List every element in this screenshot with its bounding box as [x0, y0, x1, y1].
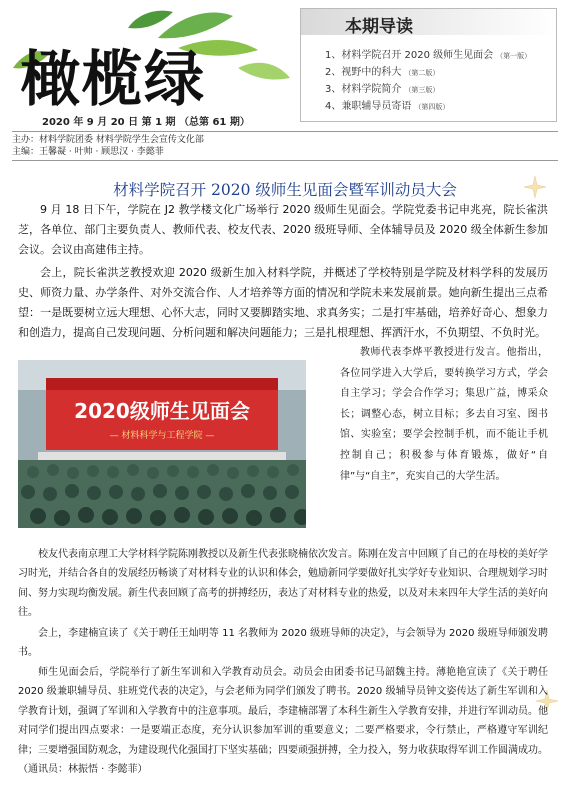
event-photo: [18, 360, 306, 528]
toc-item[interactable]: 2、视野中的科大 （第二版）: [325, 67, 440, 78]
toc-header: [301, 9, 556, 35]
masthead: [0, 0, 570, 128]
issue-date: 2020 年 9 月 20 日 第 1 期 （总第 61 期）: [42, 117, 250, 128]
toc-title: 本期导读: [345, 17, 413, 37]
toc-item[interactable]: 3、材料学院简介 （第三版）: [325, 84, 440, 95]
table-of-contents: [300, 8, 557, 122]
toc-list: [325, 47, 531, 115]
logo-text: 橄榄绿: [20, 45, 206, 115]
teacher-speech-paragraph: 教师代表李烨平教授进行发言。他指出，各位同学进入大学后，要转换学习方式，学会自主学习；学会合作学习；集思广益，博采众长；调整心态，树立目标；多去自习室、图书馆、实验室；要学会控制手机，而不能让手机控制自己；积极参与体育锻炼，做好“自律”与“自主”，充实自己的大学生活。: [340, 347, 548, 482]
banner-title: 2020级师生见面会: [74, 399, 250, 423]
banner-subtitle: — 材料科学与工程学院 —: [109, 431, 215, 441]
article-paragraph: 师生见面会后，学院举行了新生军训和入学教育动员会。动员会由团委书记马韶魏主持。薄艳艳宣读了《关于聘任 2020 级兼职辅导员、驻班党代表的决定》，与会老师为同学们颁发了聘书。2020 级辅导员钟文姿传达了新生军训和入学教育计划，强调了军训和入学教育中的注意事项。最后，李建楠部署了本科生新生入学教育安排，并进行军训动员。他对同学们提出四点要求：一是要端正态度，充分认识参加军训的重要意义；二要严格要求，令行禁止，严格遵守军训纪律；三要增强国防观念，为建设现代化强国打下坚实基础；四要顽强拼搏，全力投入，努力收获取得军训工作圆满成功。（通讯员：林振悟 · 李懿菲）: [18, 667, 548, 776]
article-headline: 材料学院召开 2020 级师生见面会暨军训动员大会: [113, 181, 457, 199]
sponsor-line: 主办：材料学院团委 材料学院学生会宣传文化部: [12, 135, 204, 145]
article-paragraph: 会上，李建楠宣读了《关于聘任王灿明等 11 名教师为 2020 级班导师的决定》，与会领导为 2020 级班导师颁发聘书。: [18, 628, 548, 659]
toc-item[interactable]: 1、材料学院召开 2020 级师生见面会 （第一版）: [325, 50, 532, 61]
issue-info: [12, 117, 558, 163]
article-paragraph: 9 月 18 日下午，学院在 J2 教学楼文化广场举行 2020 级师生见面会。学院党委书记申兆亮，院长雀洪芝，各单位、部门主要负责人、教师代表、校友代表、2020 级班导师、全体辅导员及 2020 级全体新生参加会议。会议由高建伟主持。: [18, 203, 548, 256]
divider: [12, 131, 558, 132]
toc-item[interactable]: 4、兼职辅导员寄语 （第四版）: [325, 101, 450, 112]
article-paragraph: 会上，院长雀洪芝教授欢迎 2020 级新生加入材料学院，并概述了学校特别是学院及材料学科的发展历史、师资力量、办学条件、对外交流合作、人才培养等方面的情况和学院未来发展前景。她向新生提出三点希望：一是既要树立远大理想、心怀大志，同时又要脚踏实地、求真务实；二是打牢基础，培养好奇心、想象力和创造力，提高自己发现问题、分析问题和解决问题能力；三是扎根理想、挥洒汗水，不负期望、不负时光。: [18, 266, 548, 339]
editors-line: 主编：王馨凝 · 叶帅 · 顾思汉 · 李懿菲: [12, 147, 164, 157]
divider: [12, 160, 558, 161]
event-photo-image: [18, 360, 306, 528]
article-paragraph: 校友代表南京理工大学材料学院陈刚教授以及新生代表张晓楠依次发言。陈刚在发言中回顾了自己的在母校的美好学习时光，并结合各自的发展经历畅谈了对材料专业的认识和体会，勉励新同学要做好扎实学好专业知识、合理规划学习时间、努力实现均衡发展。新生代表回顾了高考的拼搏经历，表达了对材料专业的热爱，以及对未来四年大学生活的美好向往。: [18, 549, 548, 619]
newspaper-logo: [8, 8, 293, 118]
